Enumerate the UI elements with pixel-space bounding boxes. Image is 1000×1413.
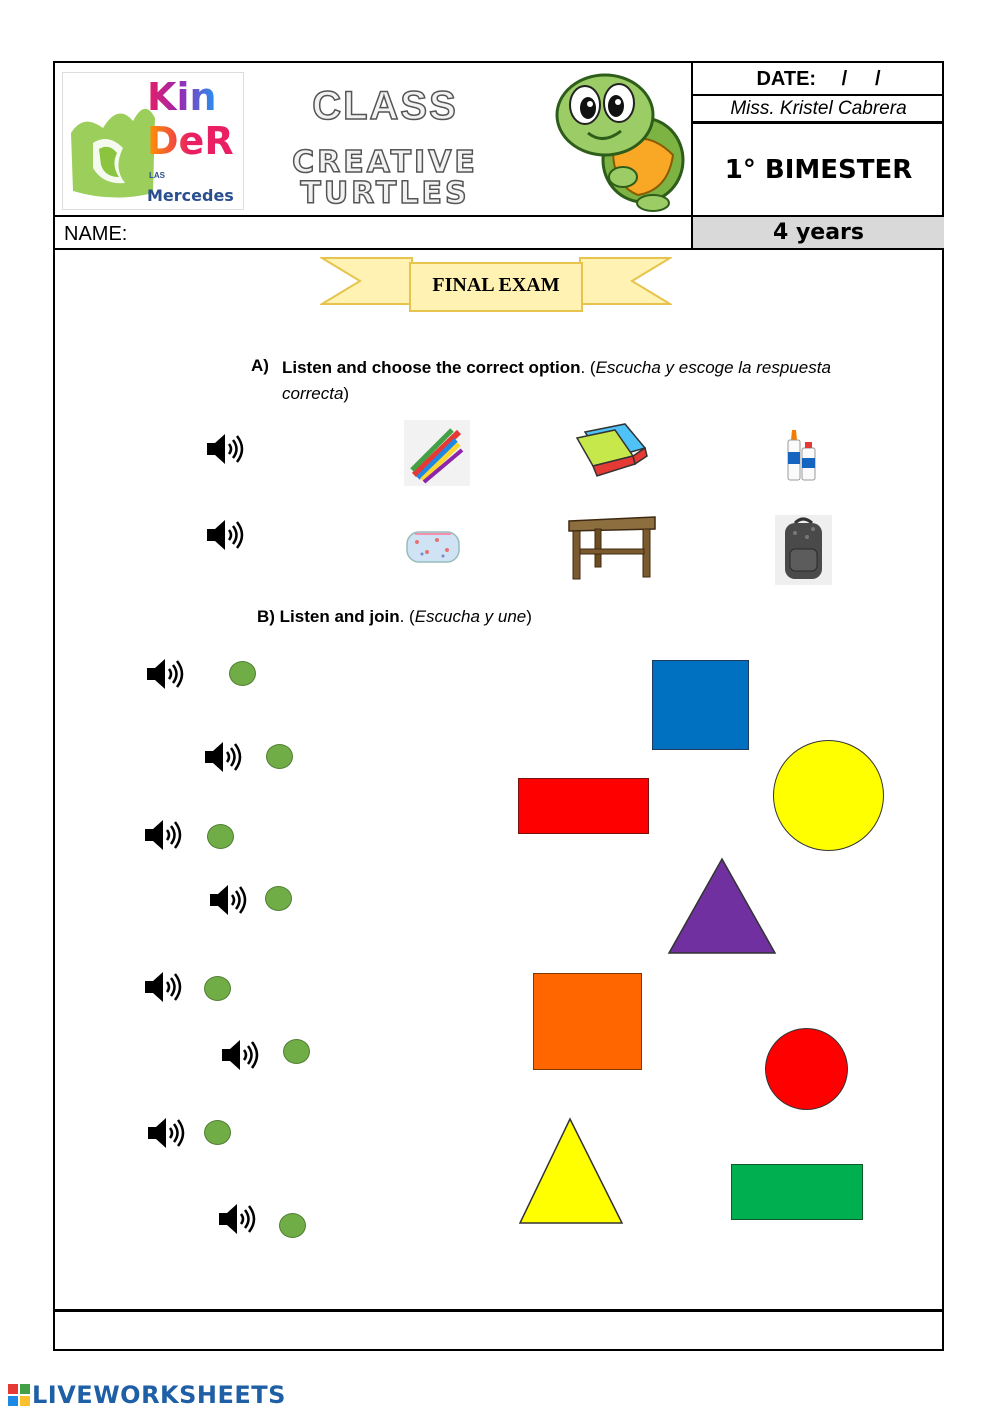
section-a-instruction <box>282 355 842 407</box>
speaker-icon[interactable] <box>143 818 183 852</box>
join-dot[interactable] <box>207 824 234 849</box>
glue-image[interactable] <box>778 428 818 483</box>
name-row-divider <box>53 248 944 250</box>
section-a-instruction-italic-1: Escucha y escoge la respuesta <box>595 358 831 377</box>
class-name-line2: TURTLES <box>300 176 470 211</box>
date-field[interactable]: / / <box>841 68 881 90</box>
school-logo <box>62 72 244 210</box>
section-b-instruction <box>257 606 532 628</box>
crayons-image[interactable] <box>404 420 470 486</box>
yellow-triangle[interactable] <box>518 1117 624 1225</box>
join-dot[interactable] <box>204 1120 231 1145</box>
turtle-mascot-icon <box>553 65 688 213</box>
desk-image[interactable] <box>565 513 660 585</box>
books-image[interactable] <box>575 420 650 482</box>
join-dot[interactable] <box>279 1213 306 1238</box>
speaker-icon[interactable] <box>208 883 248 917</box>
speaker-icon[interactable] <box>217 1202 257 1236</box>
section-a-instruction-italic-2: correcta <box>282 384 344 403</box>
red-rectangle[interactable] <box>518 778 649 834</box>
pencil-case-image[interactable] <box>403 524 463 568</box>
logo-line2: DeR <box>147 119 234 163</box>
speaker-icon[interactable] <box>205 518 245 552</box>
orange-square[interactable] <box>533 973 642 1070</box>
teacher-divider <box>691 121 944 124</box>
date-label: DATE: <box>756 68 817 90</box>
class-name-line1: CREATIVE <box>292 145 478 180</box>
green-rectangle[interactable] <box>731 1164 863 1220</box>
speaker-icon[interactable] <box>205 432 245 466</box>
logo-line1: Kin <box>147 75 217 119</box>
logo-sub-main: Mercedes <box>147 186 234 205</box>
liveworksheets-logo-icon <box>8 1384 30 1406</box>
class-label: CLASS <box>312 84 458 128</box>
purple-triangle[interactable] <box>667 857 777 955</box>
speaker-icon[interactable] <box>203 740 243 774</box>
join-dot[interactable] <box>266 744 293 769</box>
speaker-icon[interactable] <box>145 657 185 691</box>
section-a-letter: A) <box>251 356 269 375</box>
age-label: 4 years <box>772 220 865 245</box>
backpack-image[interactable] <box>775 515 832 585</box>
section-a-instruction-bold: Listen and choose the correct option <box>282 358 581 377</box>
join-dot[interactable] <box>265 886 292 911</box>
yellow-circle[interactable] <box>773 740 884 851</box>
footer-brand: LIVEWORKSHEETS <box>32 1381 286 1409</box>
join-dot[interactable] <box>229 661 256 686</box>
section-a-instruction-prefix: . ( <box>580 358 596 377</box>
bimester-label: 1° BIMESTER <box>724 155 913 185</box>
section-b-instruction-prefix: . ( <box>399 607 415 626</box>
blue-square[interactable] <box>652 660 749 750</box>
name-label: NAME: <box>64 223 128 245</box>
exam-title: FINAL EXAM <box>432 274 560 296</box>
speaker-icon[interactable] <box>220 1038 260 1072</box>
speaker-icon[interactable] <box>146 1116 186 1150</box>
section-b-instruction-suffix: ) <box>526 607 532 626</box>
join-dot[interactable] <box>283 1039 310 1064</box>
section-b-instruction-italic: Escucha y une <box>414 607 527 626</box>
section-b-instruction-bold: B) Listen and join <box>257 607 400 626</box>
speaker-icon[interactable] <box>143 970 183 1004</box>
logo-sub-small: LAS <box>149 171 165 180</box>
red-circle[interactable] <box>765 1028 848 1110</box>
teacher-name: Miss. Kristel Cabrera <box>730 98 907 119</box>
name-field[interactable] <box>140 218 685 247</box>
section-a-instruction-suffix: ) <box>343 384 350 403</box>
join-dot[interactable] <box>204 976 231 1001</box>
footer-divider <box>53 1309 944 1312</box>
